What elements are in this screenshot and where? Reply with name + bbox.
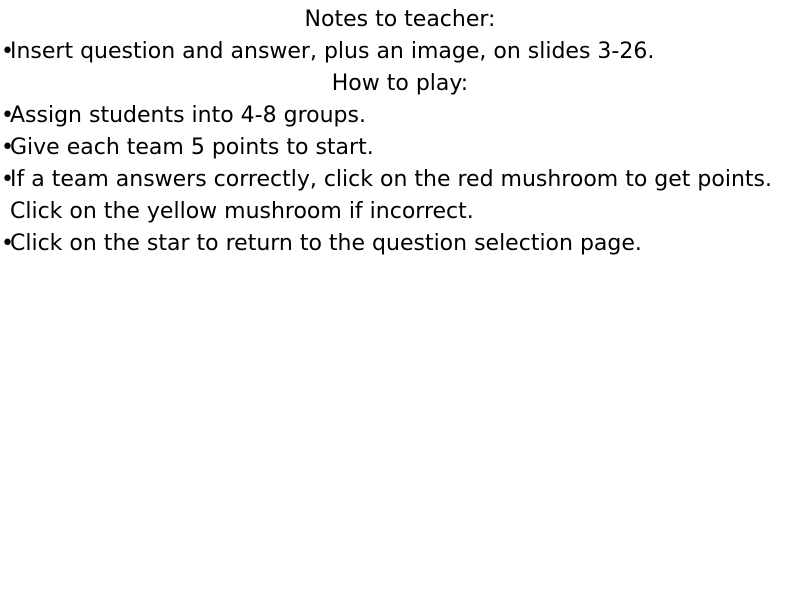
howto-item-mushrooms: • If a team answers correctly, click on the red mushroom to get points. Click on the yellow mushroom if incorrect. (2, 164, 800, 228)
notes-heading: Notes to teacher: (304, 7, 496, 32)
notes-item: • Insert question and answer, plus an image, on slides 3-26. (2, 36, 800, 68)
notes-list (0, 36, 800, 68)
howto-item-star: • Click on the star to return to the question selection page. (2, 228, 800, 260)
howto-heading: How to play: (331, 71, 469, 96)
howto-item-groups: • Assign students into 4-8 groups. (2, 100, 800, 132)
instructions-text (0, 4, 800, 260)
howto-item-points: • Give each team 5 points to start. (2, 132, 800, 164)
howto-list (0, 100, 800, 260)
